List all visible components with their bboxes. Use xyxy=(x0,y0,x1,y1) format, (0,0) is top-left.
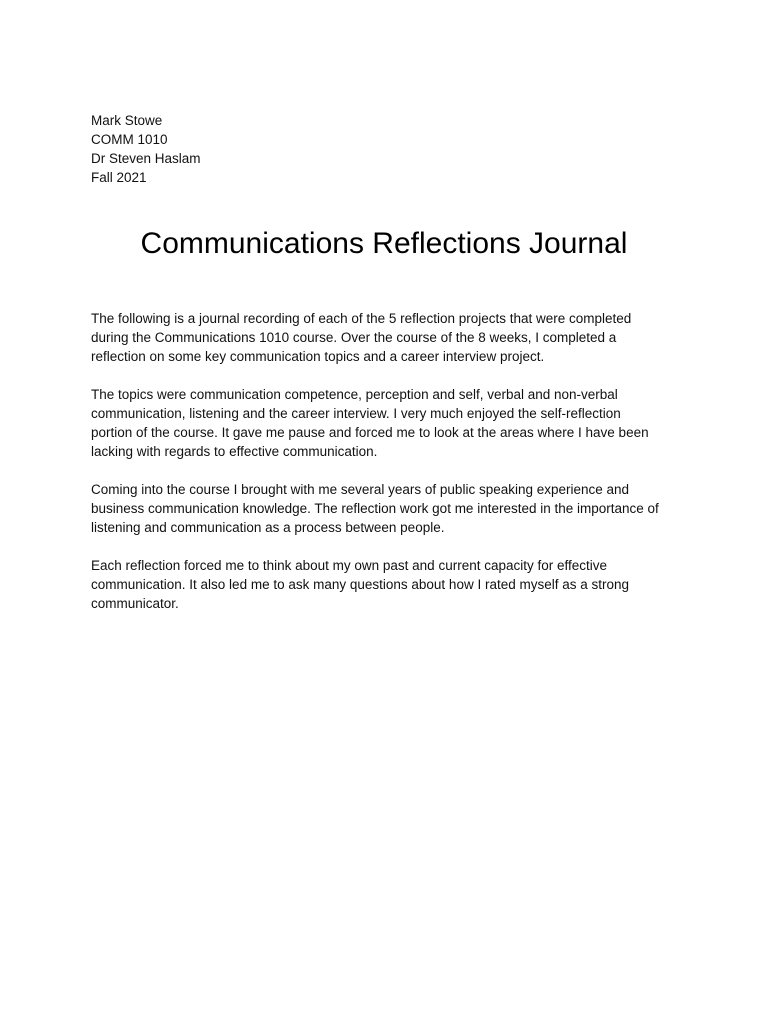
paragraph-line: Coming into the course I brought with me several years of public speaking experience and xyxy=(91,482,630,497)
author-name: Mark Stowe xyxy=(91,113,163,128)
paragraph-line: lacking with regards to effective communication. xyxy=(91,444,378,459)
paragraph-line: communicator. xyxy=(91,596,179,611)
paragraph-line: reflection on some key communication topics and a career interview project. xyxy=(91,349,545,364)
paragraph-line: The following is a journal recording of each of the 5 reflection projects that were completed xyxy=(91,311,632,326)
paragraph-1 xyxy=(91,309,691,366)
paragraph-2 xyxy=(91,385,691,461)
term: Fall 2021 xyxy=(91,170,147,185)
paragraph-line: Each reflection forced me to think about my own past and current capacity for effective xyxy=(91,558,608,573)
document-title: Communications Reflections Journal xyxy=(140,227,628,260)
paragraph-line: communication. It also led me to ask many questions about how I rated myself as a strong xyxy=(91,577,630,592)
paragraph-line: business communication knowledge. The reflection work got me interested in the importance of xyxy=(91,501,659,516)
paragraph-line: communication, listening and the career interview. I very much enjoyed the self-reflection xyxy=(91,406,621,421)
paragraph-3 xyxy=(91,480,691,537)
paragraph-line: The topics were communication competence, perception and self, verbal and non-verbal xyxy=(91,387,618,402)
instructor-name: Dr Steven Haslam xyxy=(91,151,201,166)
course-code: COMM 1010 xyxy=(91,132,168,147)
paragraph-4 xyxy=(91,556,691,613)
document-header xyxy=(91,111,201,187)
paragraph-line: during the Communications 1010 course. Over the course of the 8 weeks, I completed a xyxy=(91,330,617,345)
document-body xyxy=(91,309,691,632)
paragraph-line: portion of the course. It gave me pause and forced me to look at the areas where I have been xyxy=(91,425,649,440)
paragraph-line: listening and communication as a process between people. xyxy=(91,520,445,535)
